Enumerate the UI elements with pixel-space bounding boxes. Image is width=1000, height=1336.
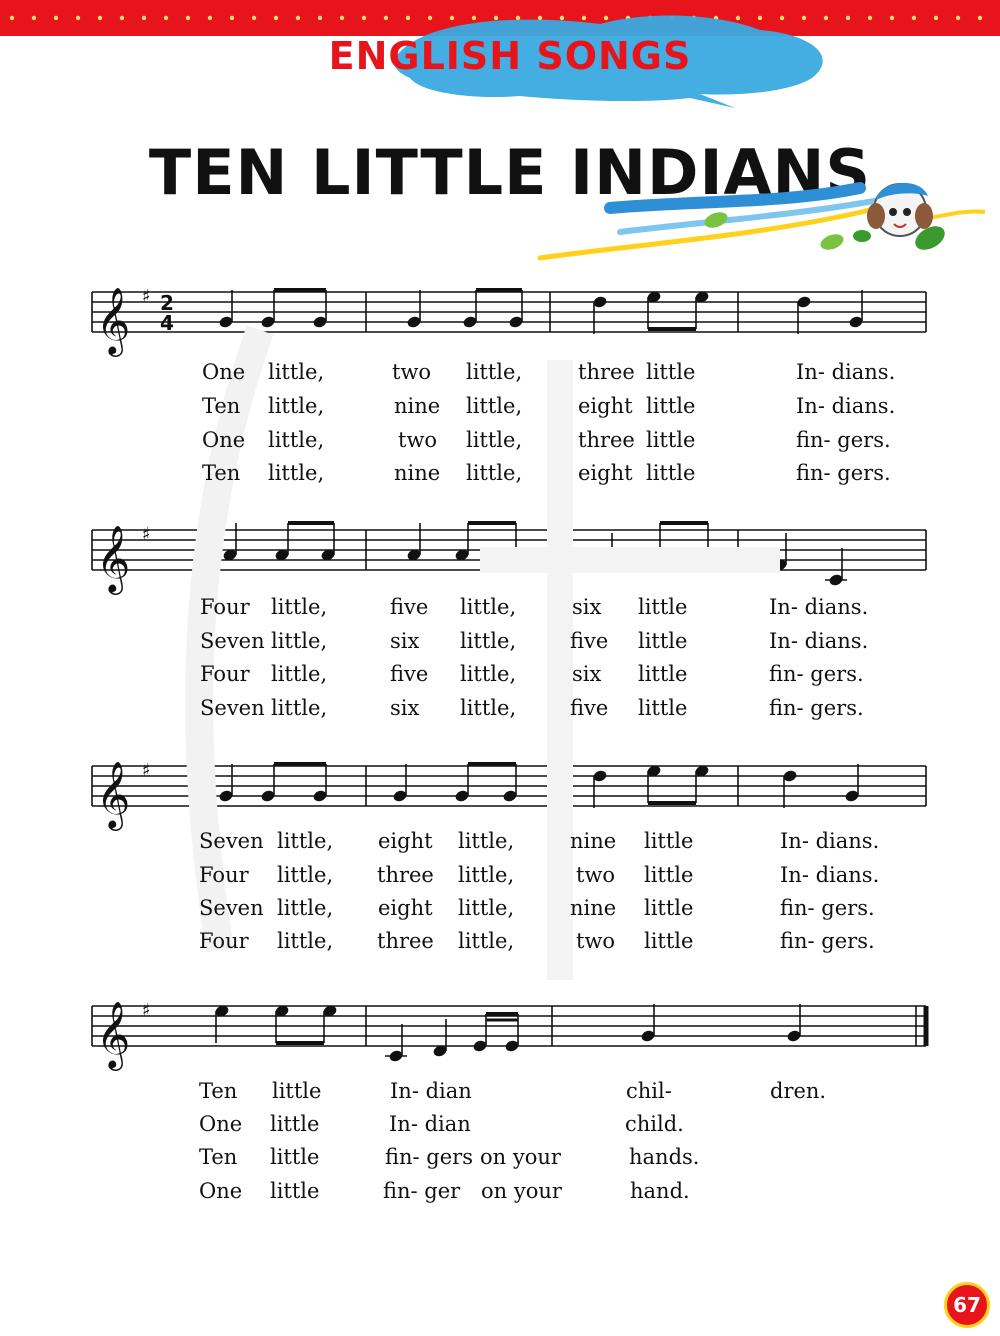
lyric-word: little,	[460, 595, 517, 619]
lyric-word: little	[638, 696, 688, 720]
lyric-word: little,	[268, 394, 325, 418]
lyric-word: five	[390, 595, 429, 619]
lyric-word: eight	[578, 394, 633, 418]
lyric-word: One	[199, 1179, 243, 1203]
lyric-word: Four	[200, 662, 250, 686]
lyric-word: eight	[378, 829, 433, 853]
sharp-icon: ♯	[142, 286, 151, 307]
lyric-word: Ten	[202, 394, 241, 418]
lyric-word: five	[570, 696, 609, 720]
lyric-word: little	[646, 360, 696, 384]
lyric-word: little	[646, 428, 696, 452]
lyric-word: eight	[578, 461, 633, 485]
lyric-word: little,	[271, 662, 328, 686]
lyric-word: little,	[458, 929, 515, 953]
lyric-word: little,	[466, 461, 523, 485]
lyric-word: little,	[460, 696, 517, 720]
lyric-word: on your	[480, 1145, 561, 1169]
lyric-word: little	[644, 829, 694, 853]
section-title: ENGLISH SONGS	[328, 34, 692, 78]
lyric-word: little	[644, 863, 694, 887]
lyric-word: fin- gers.	[769, 662, 864, 686]
lyric-word: Ten	[199, 1145, 238, 1169]
lyric-word: Four	[199, 863, 249, 887]
lyric-word: little,	[271, 595, 328, 619]
lyric-word: little	[270, 1112, 320, 1136]
lyric-word: six	[572, 595, 602, 619]
lyric-word: little	[644, 929, 694, 953]
lyric-word: two	[576, 863, 616, 887]
lyric-word: fin- gers.	[796, 428, 891, 452]
lyric-word: hands.	[629, 1145, 700, 1169]
lyric-word: nine	[394, 394, 441, 418]
lyric-word: hand.	[630, 1179, 690, 1203]
time-signature-top: 2	[160, 291, 174, 315]
lyric-word: little	[270, 1179, 320, 1203]
lyric-word: little	[270, 1145, 320, 1169]
treble-clef-icon: 𝄞	[96, 1000, 131, 1068]
lyric-word: little	[644, 896, 694, 920]
lyric-word: little,	[268, 428, 325, 452]
lyric-word: Ten	[202, 461, 241, 485]
lyric-word: fin- gers.	[769, 696, 864, 720]
lyric-word: eight	[378, 896, 433, 920]
sharp-icon: ♯	[142, 524, 151, 545]
lyric-word: nine	[570, 896, 617, 920]
lyric-word: In- dian	[389, 1112, 471, 1136]
sharp-icon: ♯	[142, 760, 151, 781]
lyric-word: little,	[268, 461, 325, 485]
lyric-word: dren.	[770, 1079, 827, 1103]
lyric-word: nine	[394, 461, 441, 485]
lyric-word: little,	[458, 829, 515, 853]
lyric-word: little,	[466, 360, 523, 384]
lyric-word: Seven	[200, 696, 265, 720]
lyric-word: little	[638, 629, 688, 653]
treble-clef-icon: 𝄞	[96, 524, 131, 592]
lyric-word: One	[202, 360, 246, 384]
lyric-word: three	[377, 929, 434, 953]
lyric-word: little,	[466, 428, 523, 452]
lyric-word: six	[390, 696, 420, 720]
lyric-word: two	[392, 360, 432, 384]
lyric-word: little,	[466, 394, 523, 418]
lyric-word: little	[638, 595, 688, 619]
lyric-word: fin- gers.	[796, 461, 891, 485]
lyric-word: little	[272, 1079, 322, 1103]
lyric-word: six	[572, 662, 602, 686]
lyric-word: two	[576, 929, 616, 953]
lyric-word: little,	[277, 896, 334, 920]
lyric-word: One	[199, 1112, 243, 1136]
page-number: 67	[944, 1282, 990, 1328]
lyric-word: Four	[199, 929, 249, 953]
lyric-word: three	[578, 428, 635, 452]
lyric-word: In- dians.	[796, 394, 896, 418]
lyric-word: three	[377, 863, 434, 887]
lyric-word: little,	[460, 629, 517, 653]
lyric-word: little,	[458, 896, 515, 920]
lyric-word: Seven	[199, 829, 264, 853]
lyric-word: In- dians.	[796, 360, 896, 384]
lyric-word: little	[646, 394, 696, 418]
time-signature-bottom: 4	[160, 311, 174, 335]
lyric-word: little,	[271, 629, 328, 653]
lyric-word: fin- gers.	[780, 896, 875, 920]
lyric-word: little,	[277, 929, 334, 953]
lyric-word: In- dians.	[769, 595, 869, 619]
lyric-word: chil-	[626, 1079, 672, 1103]
lyric-word: In- dians.	[780, 863, 880, 887]
lyric-word: five	[390, 662, 429, 686]
lyric-word: Four	[200, 595, 250, 619]
lyric-word: two	[398, 428, 438, 452]
lyric-word: little,	[460, 662, 517, 686]
lyric-word: child.	[625, 1112, 684, 1136]
lyric-word: little,	[458, 863, 515, 887]
lyric-word: fin- gers	[385, 1145, 473, 1169]
treble-clef-icon: 𝄞	[96, 286, 131, 354]
song-title: TEN LITTLE INDIANS	[148, 136, 872, 209]
lyric-word: fin- ger	[383, 1179, 461, 1203]
lyric-word: nine	[570, 829, 617, 853]
lyric-word: In- dians.	[780, 829, 880, 853]
lyric-word: Seven	[199, 896, 264, 920]
treble-clef-icon: 𝄞	[96, 760, 131, 828]
lyric-word: little,	[277, 863, 334, 887]
lyric-word: five	[570, 629, 609, 653]
lyric-word: three	[578, 360, 635, 384]
lyric-word: Seven	[200, 629, 265, 653]
lyric-word: little	[646, 461, 696, 485]
lyric-word: little,	[268, 360, 325, 384]
lyric-word: fin- gers.	[780, 929, 875, 953]
sharp-icon: ♯	[142, 1000, 151, 1021]
lyric-word: six	[390, 629, 420, 653]
lyric-word: Ten	[199, 1079, 238, 1103]
lyric-word: on your	[481, 1179, 562, 1203]
lyric-word: In- dians.	[769, 629, 869, 653]
lyric-word: In- dian	[390, 1079, 472, 1103]
lyric-word: little,	[277, 829, 334, 853]
lyric-word: little,	[271, 696, 328, 720]
lyric-word: One	[202, 428, 246, 452]
lyric-word: little	[638, 662, 688, 686]
